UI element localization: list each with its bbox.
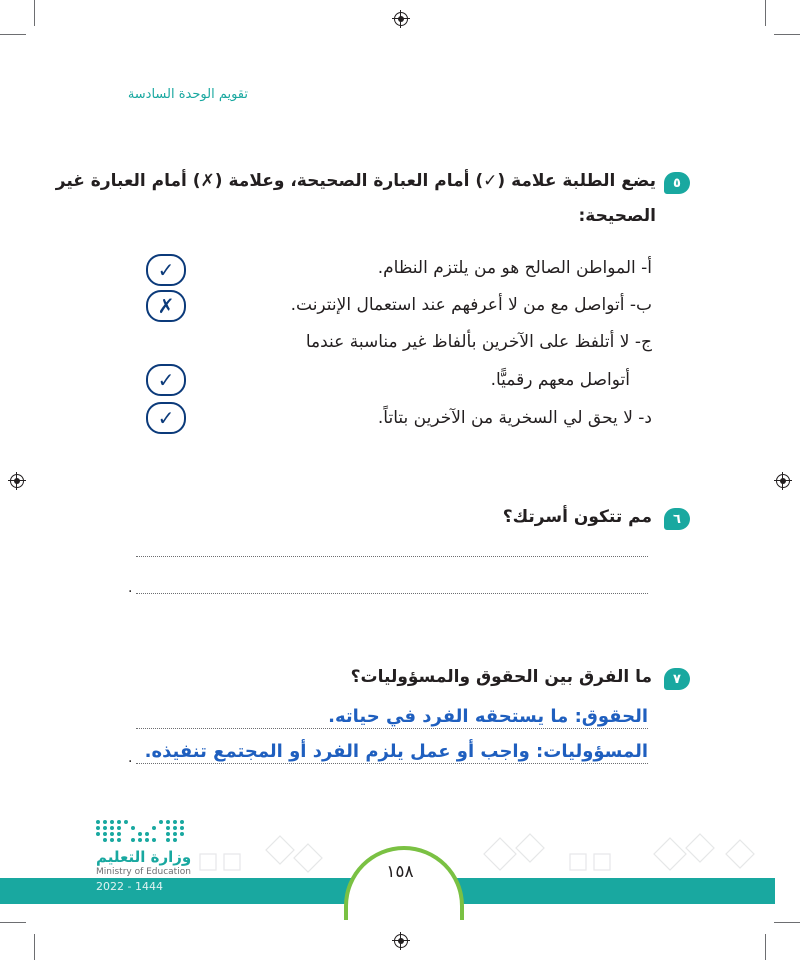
registration-mark-icon	[394, 934, 408, 948]
question-7-number: ٧	[664, 668, 690, 690]
edition-year: 2022 - 1444	[96, 880, 163, 893]
statement-c-cont: أتواصل معهم رقميًّا.	[490, 370, 630, 390]
line-end-dot: .	[128, 750, 133, 766]
crop-mark	[34, 0, 35, 26]
registration-mark-icon	[10, 474, 24, 488]
question-5-number: ٥	[664, 172, 690, 194]
registration-mark-icon	[776, 474, 790, 488]
answer-line[interactable]	[136, 556, 648, 557]
diamond-pattern-decoration	[460, 830, 770, 876]
crop-mark	[0, 922, 26, 923]
diamond-pattern-decoration	[190, 830, 340, 876]
ministry-name-english: Ministry of Education	[96, 867, 191, 877]
statement-c: ج- لا أتلفظ على الآخرين بألفاظ غير مناسبة عندما	[305, 332, 652, 352]
question-5-prompt: يضع الطلبة علامة (✓) أمام العبارة الصحيحة، وعلامة (✗) أمام العبارة غير	[55, 171, 656, 191]
ministry-logo-icon	[96, 820, 186, 844]
check-mark-icon: ✓	[146, 364, 186, 396]
cross-mark-icon: ✗	[146, 290, 186, 322]
question-7-prompt: ما الفرق بين الحقوق والمسؤوليات؟	[350, 667, 652, 687]
unit-review-header: تقويم الوحدة السادسة	[127, 87, 248, 102]
crop-mark	[765, 934, 766, 960]
check-mark-icon: ✓	[146, 254, 186, 286]
crop-mark	[774, 922, 800, 923]
crop-mark	[774, 34, 800, 35]
page-number-arc	[344, 846, 464, 920]
crop-mark	[765, 0, 766, 26]
answer-line[interactable]	[136, 593, 648, 594]
ministry-name-arabic: وزارة التعليم	[96, 848, 192, 866]
question-6-number: ٦	[664, 508, 690, 530]
statement-d: د- لا يحق لي السخرية من الآخرين بتاتاً.	[377, 408, 652, 428]
line-end-dot: .	[128, 580, 133, 596]
answer-rights: الحقوق: ما يستحقه الفرد في حياته.	[328, 706, 648, 727]
statement-a: أ- المواطن الصالح هو من يلتزم النظام.	[377, 258, 652, 278]
question-5-prompt-cont: الصحيحة:	[578, 206, 656, 226]
statement-b: ب- أتواصل مع من لا أعرفهم عند استعمال الإنترنت.	[290, 295, 652, 315]
crop-mark	[34, 934, 35, 960]
answer-line[interactable]	[136, 763, 648, 764]
question-6-prompt: مم تتكون أسرتك؟	[502, 507, 652, 527]
registration-mark-icon	[394, 12, 408, 26]
page-number: ١٥٨	[386, 862, 414, 882]
answer-line[interactable]	[136, 728, 648, 729]
check-mark-icon: ✓	[146, 402, 186, 434]
crop-mark	[0, 34, 26, 35]
answer-responsibilities: المسؤوليات: واجب أو عمل يلزم الفرد أو المجتمع تنفيذه.	[144, 741, 648, 762]
